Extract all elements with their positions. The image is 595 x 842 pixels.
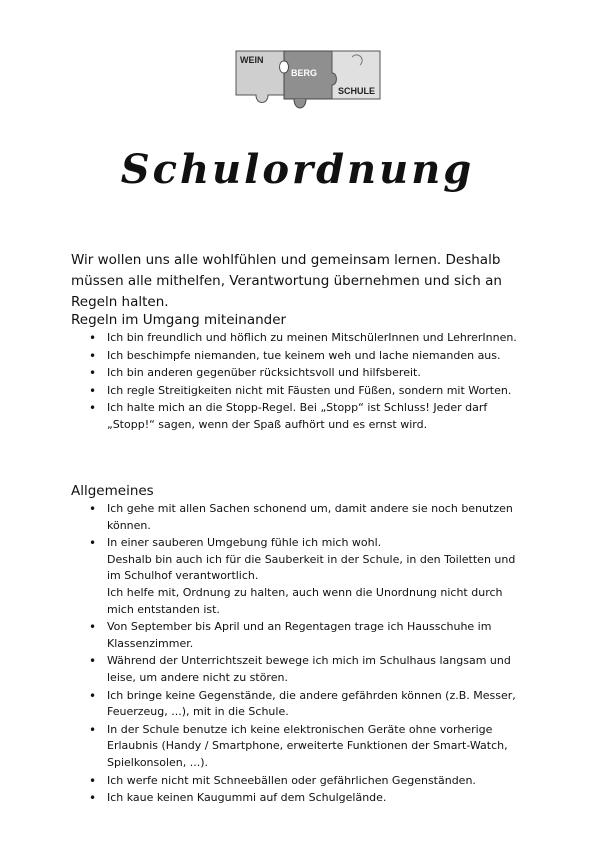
section-social-rules	[71, 311, 531, 435]
list-item	[71, 330, 531, 347]
list-item-text: • Ich bin anderen gegenüber rücksichtsvoll und hilfsbereit.	[107, 366, 421, 380]
list-item-text: • In der Schule benutze ich keine elektronischen Geräte ohne vorherige Erlaubnis (Handy / Smartphone, erweiterte Funktionen der Smart-Watch, Spielkonsolen, ...).	[107, 722, 508, 769]
list-item-text: • Ich gehe mit allen Sachen schonend um, damit andere sie noch benutzen können.	[107, 502, 513, 532]
list-item	[71, 501, 531, 534]
list-item	[71, 790, 531, 807]
logo-word-1: WEIN	[240, 55, 264, 65]
list-item-text: • Ich beschimpfe niemanden, tue keinem weh und lache niemanden aus.	[107, 348, 501, 362]
list-item-text: • Ich regle Streitigkeiten nicht mit Fäusten und Füßen, sondern mit Worten.	[107, 383, 512, 397]
logo-word-2: BERG	[291, 68, 318, 78]
list-item-text: • Ich werfe nicht mit Schneebällen oder gefährlichen Gegenständen.	[107, 773, 476, 787]
list-item	[71, 383, 531, 400]
list-item-text: • Während der Unterrichtszeit bewege ich mich im Schulhaus langsam und leise, um andere nicht zu stören.	[107, 654, 511, 684]
list-item-text: • Ich kaue keinen Kaugummi auf dem Schulgelände.	[107, 791, 387, 805]
logo-word-3: SCHULE	[338, 86, 376, 96]
list-item-text: • Ich bringe keine Gegenstände, die andere gefährden können (z.B. Messer, Feuerzeug, ...), mit in die Schule.	[107, 688, 516, 719]
list-item-text: Ich helfe mit, Ordnung zu halten, auch wenn die Unordnung nicht durch mich entstanden ist.	[107, 585, 503, 616]
school-logo	[234, 49, 382, 119]
section-heading: Regeln im Umgang miteinander	[71, 312, 287, 328]
section-heading: Allgemeines	[71, 483, 154, 499]
intro-text: Wir wollen uns alle wohlfühlen und gemeinsam lernen. Deshalb müssen alle mithelfen, Verantwortung übernehmen und sich an Regeln halten.	[71, 252, 502, 310]
list-item	[71, 365, 531, 382]
puzzle-logo-icon	[234, 49, 382, 119]
rule-list	[71, 501, 531, 807]
list-item-text: • Ich bin freundlich und höflich zu meinen MitschülerInnen und LehrerInnen.	[107, 331, 517, 344]
list-item	[71, 619, 531, 652]
list-item-text: • Von September bis April und an Regentagen trage ich Hausschuhe im Klassenzimmer.	[107, 620, 492, 650]
list-item	[71, 400, 531, 433]
rule-list	[71, 330, 531, 434]
list-item	[71, 688, 531, 721]
section-general-rules	[71, 482, 531, 808]
list-item-text: • In einer sauberen Umgebung fühle ich mich wohl.	[107, 536, 382, 550]
page-title: Schulordnung	[120, 146, 475, 193]
list-item-text: Deshalb bin auch ich für die Sauberkeit in der Schule, in den Toiletten und im Schulhof verantwortlich.	[107, 552, 516, 583]
list-item	[71, 535, 531, 618]
list-item	[71, 653, 531, 686]
list-item	[71, 722, 531, 772]
list-item-text: • Ich halte mich an die Stopp-Regel. Bei „Stopp“ ist Schluss! Jeder darf „Stopp!“ sagen, wenn der Spaß aufhört und es ernst wird.	[107, 401, 488, 431]
list-item	[71, 773, 531, 790]
list-item	[71, 348, 531, 365]
